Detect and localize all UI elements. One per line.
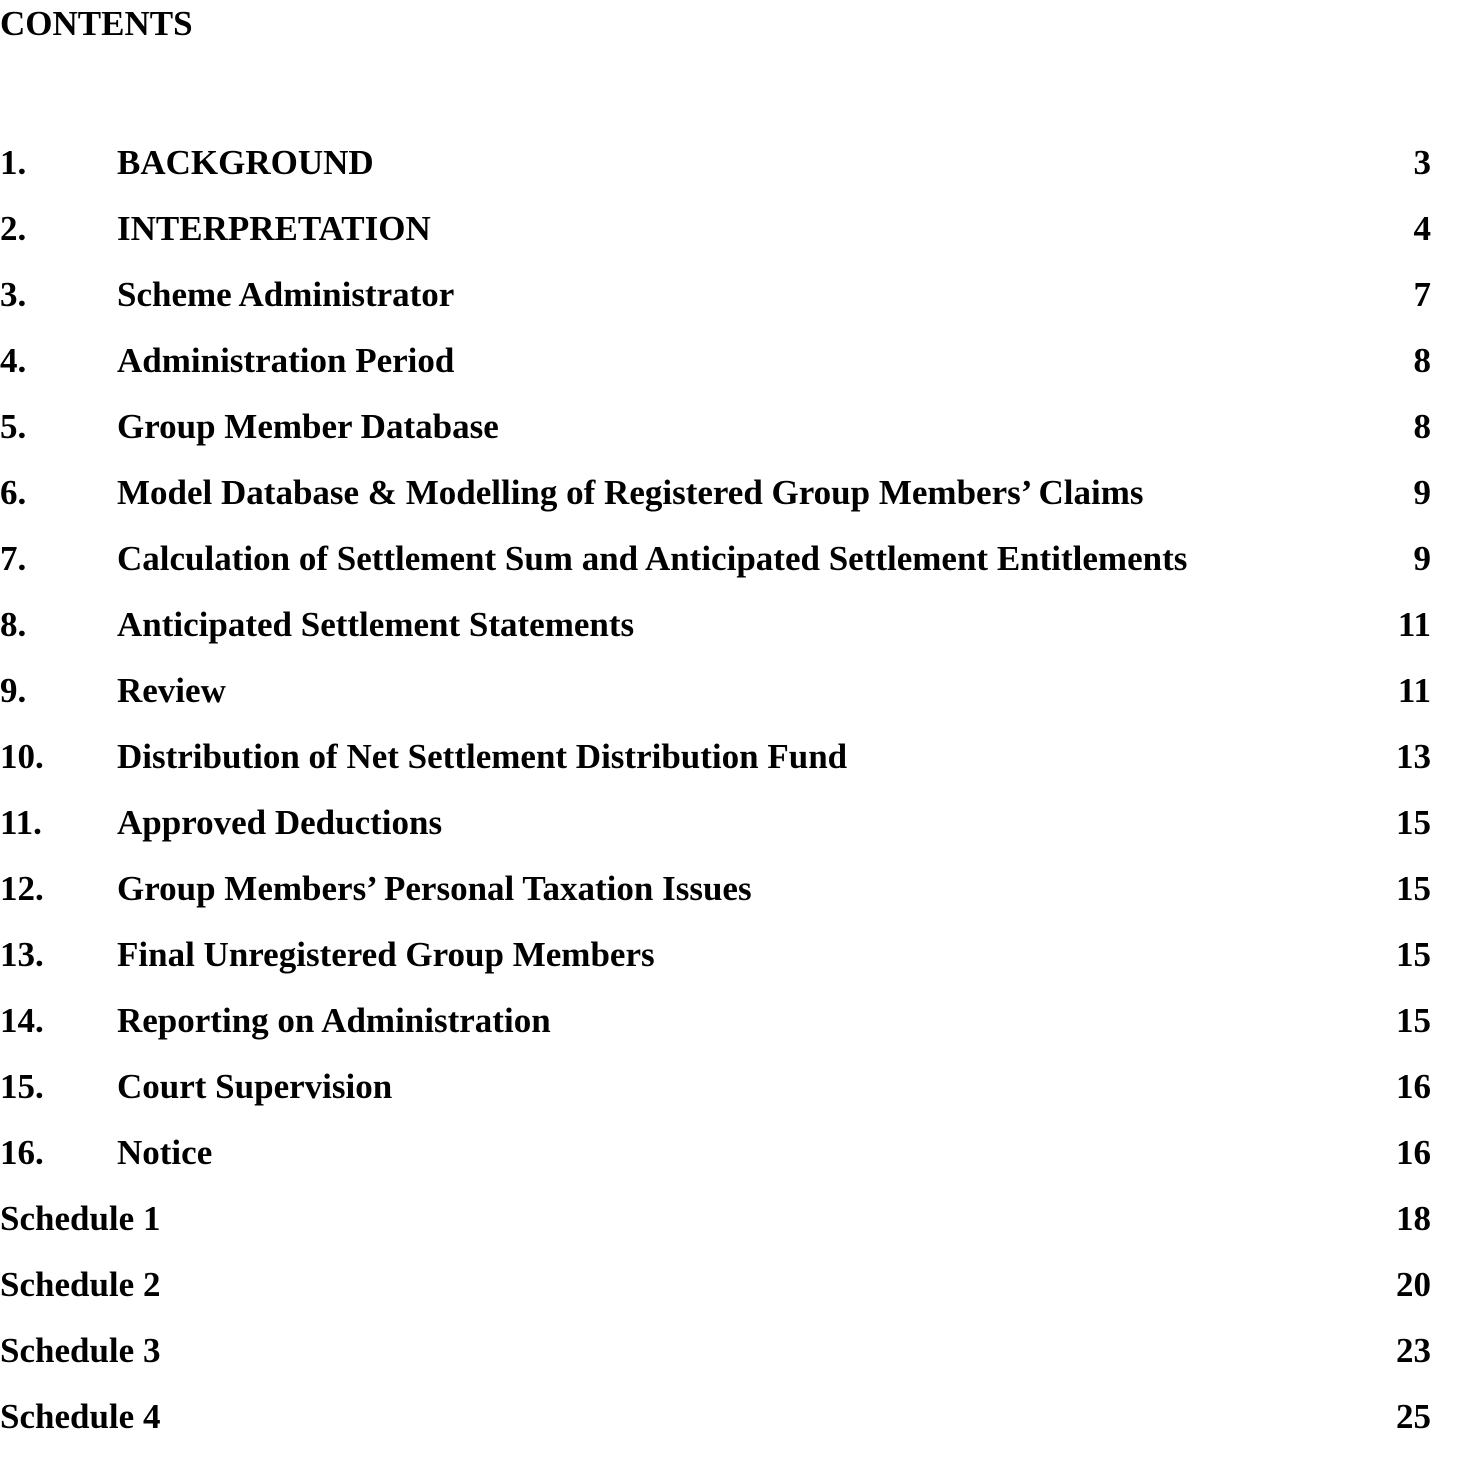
toc-entry-page-number: 9 xyxy=(1413,539,1431,578)
toc-entry[interactable] xyxy=(0,207,1431,273)
toc-entry-number: 1. xyxy=(0,143,27,182)
toc-schedule-page-number: 25 xyxy=(1396,1397,1431,1436)
toc-entry[interactable] xyxy=(0,471,1431,537)
toc-entry-number: 7. xyxy=(0,539,27,578)
toc-entry-page-number: 3 xyxy=(1413,143,1431,182)
toc-schedule-entry[interactable] xyxy=(0,1395,1431,1461)
toc-entry-title[interactable]: Final Unregistered Group Members xyxy=(117,935,655,974)
toc-entry-number: 9. xyxy=(0,671,27,710)
toc-schedule-title[interactable]: Schedule 4 xyxy=(0,1397,161,1436)
toc-entry[interactable] xyxy=(0,273,1431,339)
toc-entry[interactable] xyxy=(0,1131,1431,1197)
toc-entry-number: 11. xyxy=(0,803,42,842)
toc-entry-title[interactable]: INTERPRETATION xyxy=(117,209,431,248)
toc-schedule-entry[interactable] xyxy=(0,1197,1431,1263)
toc-entry-number: 10. xyxy=(0,737,44,776)
toc-entry-page-number: 7 xyxy=(1413,275,1431,314)
toc-entry[interactable] xyxy=(0,405,1431,471)
toc-entry-title[interactable]: BACKGROUND xyxy=(117,143,374,182)
toc-entry-number: 16. xyxy=(0,1133,44,1172)
toc-entry-page-number: 8 xyxy=(1413,407,1431,446)
table-of-contents xyxy=(0,141,1431,1461)
toc-schedule-title[interactable]: Schedule 2 xyxy=(0,1265,161,1304)
toc-entry-title[interactable]: Scheme Administrator xyxy=(117,275,455,314)
toc-entry-page-number: 11 xyxy=(1397,671,1431,710)
toc-entry-page-number: 15 xyxy=(1396,803,1431,842)
toc-schedule-entry[interactable] xyxy=(0,1329,1431,1395)
toc-entry[interactable] xyxy=(0,603,1431,669)
toc-entry-title[interactable]: Group Member Database xyxy=(117,407,499,446)
toc-entry-page-number: 15 xyxy=(1396,935,1431,974)
toc-entry-page-number: 13 xyxy=(1396,737,1431,776)
contents-heading: CONTENTS xyxy=(0,4,193,43)
toc-entry-title[interactable]: Approved Deductions xyxy=(117,803,443,842)
toc-schedule-page-number: 18 xyxy=(1396,1199,1431,1238)
toc-entry-page-number: 15 xyxy=(1396,1001,1431,1040)
toc-entry-title[interactable]: Reporting on Administration xyxy=(117,1001,551,1040)
toc-entry-page-number: 4 xyxy=(1413,209,1431,248)
toc-entry-title[interactable]: Administration Period xyxy=(117,341,455,380)
toc-entry[interactable] xyxy=(0,141,1431,207)
toc-entry[interactable] xyxy=(0,867,1431,933)
toc-entry-title[interactable]: Model Database & Modelling of Registered Group Members’ Claims xyxy=(117,473,1144,512)
toc-entry-page-number: 9 xyxy=(1413,473,1431,512)
toc-entry-title[interactable]: Group Members’ Personal Taxation Issues xyxy=(117,869,752,908)
toc-entry[interactable] xyxy=(0,735,1431,801)
toc-entry-number: 12. xyxy=(0,869,44,908)
toc-entry-number: 13. xyxy=(0,935,44,974)
toc-entry-title[interactable]: Anticipated Settlement Statements xyxy=(117,605,635,644)
toc-entry[interactable] xyxy=(0,339,1431,405)
toc-schedule-title[interactable]: Schedule 3 xyxy=(0,1331,161,1370)
toc-entry-number: 8. xyxy=(0,605,27,644)
toc-entry-title[interactable]: Court Supervision xyxy=(117,1067,393,1106)
toc-entry-page-number: 8 xyxy=(1413,341,1431,380)
toc-entry-number: 5. xyxy=(0,407,27,446)
toc-entry-number: 2. xyxy=(0,209,27,248)
toc-entry-number: 14. xyxy=(0,1001,44,1040)
toc-entry[interactable] xyxy=(0,933,1431,999)
toc-schedule-title[interactable]: Schedule 1 xyxy=(0,1199,161,1238)
toc-entry[interactable] xyxy=(0,1065,1431,1131)
toc-entry[interactable] xyxy=(0,537,1431,603)
toc-entry-title[interactable]: Calculation of Settlement Sum and Anticipated Settlement Entitlements xyxy=(117,539,1188,578)
toc-entry-title[interactable]: Notice xyxy=(117,1133,213,1172)
toc-entry-number: 3. xyxy=(0,275,27,314)
toc-entry-page-number: 16 xyxy=(1396,1133,1431,1172)
toc-entry-number: 15. xyxy=(0,1067,44,1106)
toc-entry-title[interactable]: Review xyxy=(117,671,226,710)
toc-entry-page-number: 15 xyxy=(1396,869,1431,908)
toc-entry[interactable] xyxy=(0,801,1431,867)
toc-entry-title[interactable]: Distribution of Net Settlement Distribution Fund xyxy=(117,737,848,776)
toc-entry-page-number: 16 xyxy=(1396,1067,1431,1106)
toc-schedule-entry[interactable] xyxy=(0,1263,1431,1329)
toc-schedule-page-number: 20 xyxy=(1396,1265,1431,1304)
toc-entry-number: 4. xyxy=(0,341,27,380)
toc-entry[interactable] xyxy=(0,669,1431,735)
toc-schedule-page-number: 23 xyxy=(1396,1331,1431,1370)
toc-entry[interactable] xyxy=(0,999,1431,1065)
toc-entry-number: 6. xyxy=(0,473,27,512)
toc-entry-page-number: 11 xyxy=(1397,605,1431,644)
